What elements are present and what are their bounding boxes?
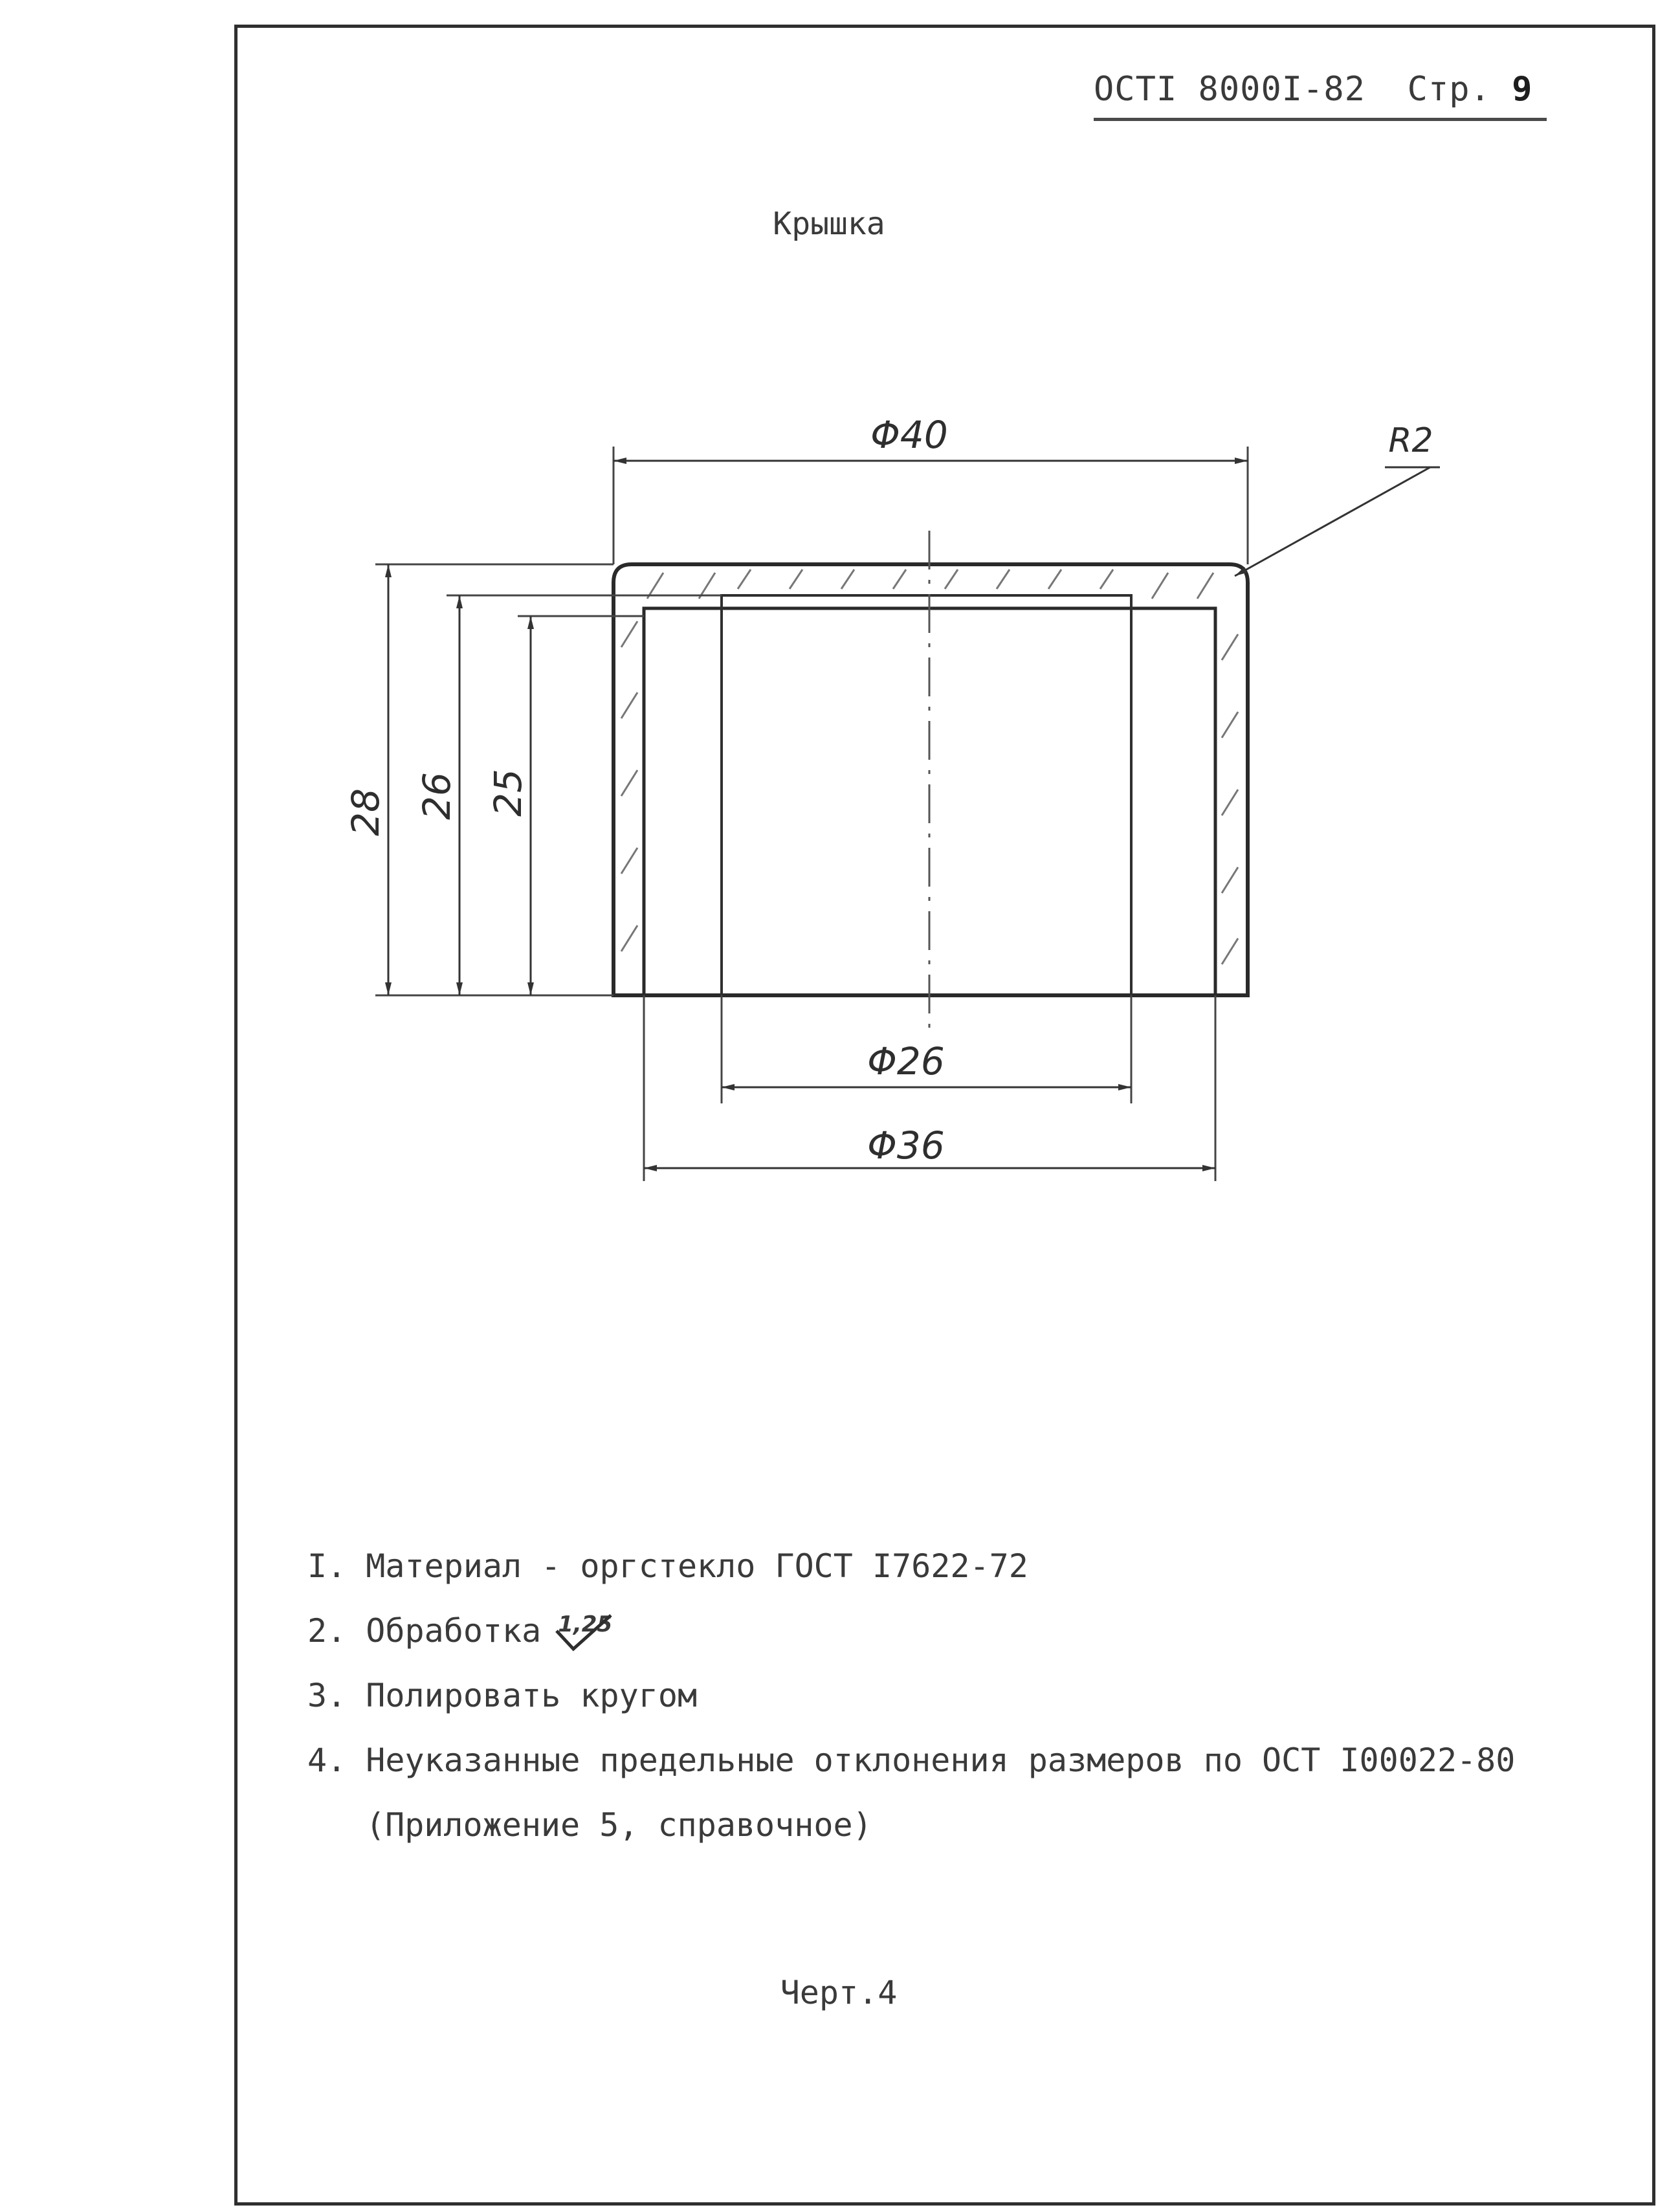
part-outline [613, 564, 1248, 995]
document-code: ОСТI 8000I-82 [1094, 70, 1365, 109]
note-tolerances: 4. Неуказанные предельные отклонения размеров по ОСТ I00022-80 [307, 1742, 1516, 1779]
dim-label-r2: R2 [1388, 421, 1433, 460]
figure-label: Черт.4 [780, 1974, 898, 2011]
dim-label-d40: Φ40 [870, 413, 948, 457]
dim-label-25: 25 [486, 769, 530, 817]
roughness-symbol [551, 1611, 623, 1653]
roughness-value: 1,25 [558, 1611, 613, 1637]
check-mark-icon [551, 1614, 623, 1653]
dim-label-d36: Φ36 [867, 1123, 945, 1167]
part-title: Крышка [773, 206, 885, 242]
note-material: I. Материал - оргстекло ГОСТ I7622-72 [307, 1547, 1028, 1585]
note-tolerances-continued: (Приложение 5, справочное) [366, 1806, 872, 1844]
note-processing [307, 1598, 1515, 1663]
page-number: 9 [1512, 70, 1533, 109]
leader-r2 [1235, 467, 1430, 576]
technical-notes [307, 1534, 1515, 1857]
dim-label-d26: Φ26 [867, 1039, 945, 1083]
note-polish: 3. Полировать кругом [307, 1677, 698, 1714]
dim-label-26: 26 [415, 772, 459, 820]
page-label: Стр. [1407, 70, 1491, 109]
dim-label-28: 28 [344, 788, 388, 836]
inner-bore [722, 595, 1131, 995]
note-processing-text: 2. Обработка [307, 1612, 542, 1650]
